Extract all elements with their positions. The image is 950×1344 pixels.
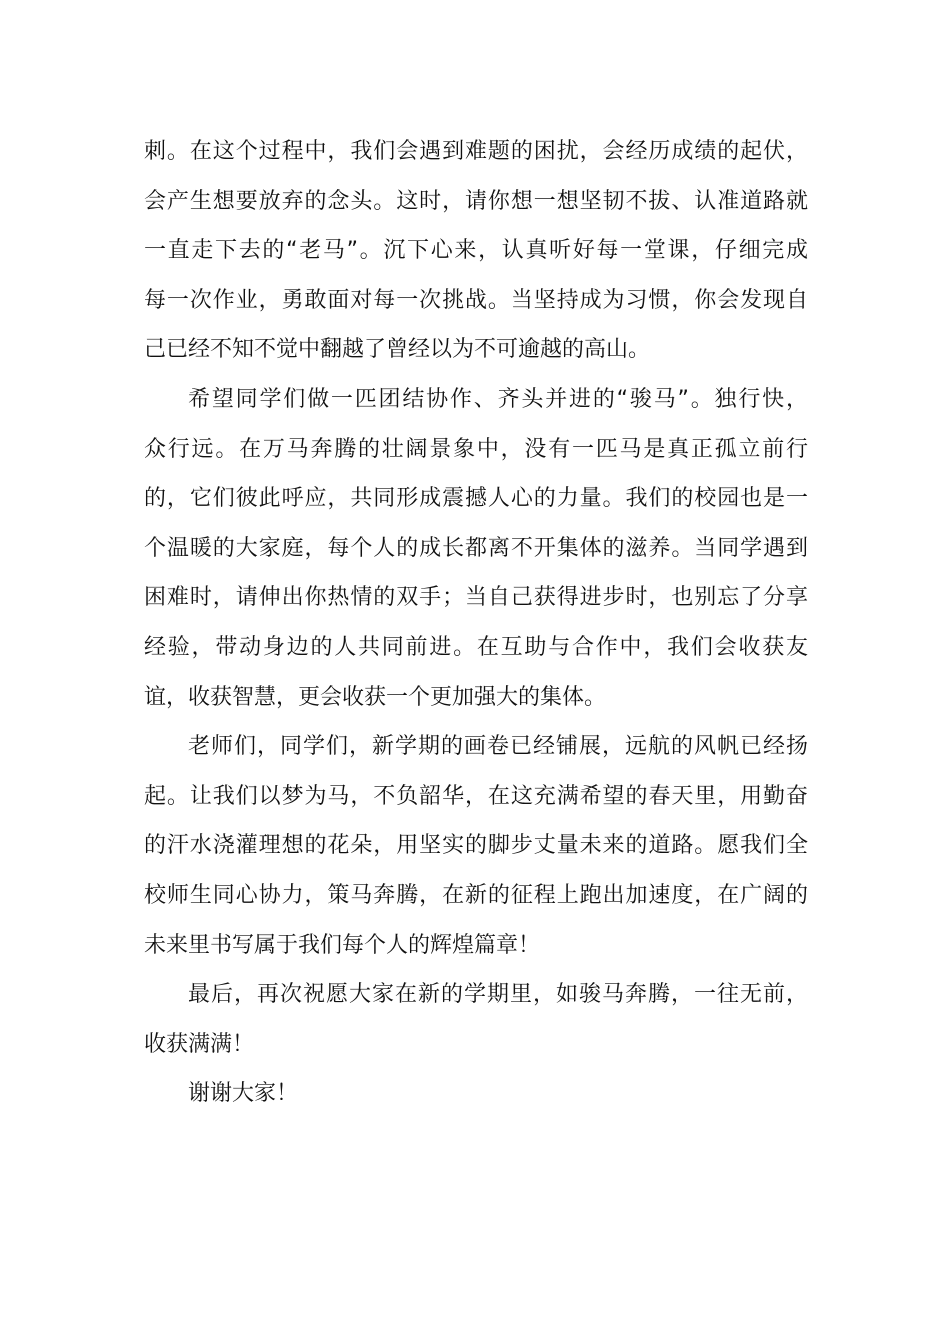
text-line: 会产生想要放弃的念头。这时，请你想一想坚韧不拔、认准道路就 [144,188,808,214]
text-line: 谢谢大家！ [188,1081,299,1107]
text-line: 最后，再次祝愿大家在新的学期里，如骏马奔腾，一往无前， [188,982,808,1008]
text-line: 己已经不知不觉中翻越了曾经以为不可逾越的高山。 [144,337,651,363]
text-line: 校师生同心协力，策马奔腾，在新的征程上跑出加速度，在广阔的 [144,882,808,908]
paragraph-5 [144,1069,808,1119]
paragraph-4 [144,970,808,1069]
document-body [144,127,808,1119]
text-line: 的汗水浇灌理想的花朵，用坚实的脚步丈量未来的道路。愿我们全 [144,833,808,859]
text-line: 个温暖的大家庭，每个人的成长都离不开集体的滋养。当同学遇到 [144,535,808,561]
text-line: 未来里书写属于我们每个人的辉煌篇章！ [144,932,541,958]
text-line: 收获满满！ [144,1031,255,1057]
text-line: 刺。在这个过程中，我们会遇到难题的困扰，会经历成绩的起伏， [144,139,808,164]
paragraph-2 [144,375,808,722]
paragraph-3 [144,722,808,970]
text-line: 的，它们彼此呼应，共同形成震撼人心的力量。我们的校园也是一 [144,486,808,512]
text-line: 众行远。在万马奔腾的壮阔景象中，没有一匹马是真正孤立前行 [144,436,808,462]
text-line: 起。让我们以梦为马，不负韶华，在这充满希望的春天里，用勤奋 [144,783,808,809]
text-line: 每一次作业，勇敢面对每一次挑战。当坚持成为习惯，你会发现自 [144,287,808,313]
text-line: 老师们，同学们，新学期的画卷已经铺展，远航的风帆已经扬 [188,734,808,760]
text-line: 一直走下去的“老马”。沉下心来，认真听好每一堂课，仔细完成 [144,238,808,264]
text-line: 希望同学们做一匹团结协作、齐头并进的“骏马”。独行快， [188,386,808,412]
paragraph-1 [144,127,808,375]
text-line: 谊，收获智慧，更会收获一个更加强大的集体。 [144,684,607,710]
text-line: 经验，带动身边的人共同前进。在互助与合作中，我们会收获友 [144,634,808,660]
text-line: 困难时，请伸出你热情的双手；当自己获得进步时，也别忘了分享 [144,585,808,611]
